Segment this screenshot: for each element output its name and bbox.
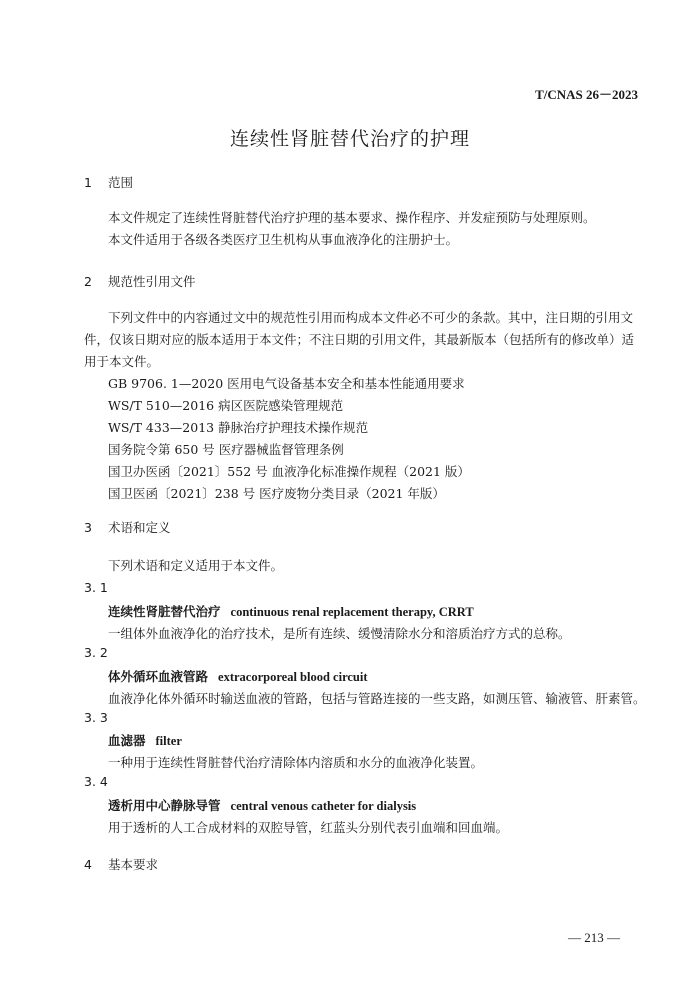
page-number: — 213 — — [568, 930, 620, 945]
term-definition: 血液净化体外循环时输送血液的管路，包括与管路连接的一些支路，如测压管、输液管、肝素管。 — [108, 691, 646, 706]
term-name — [108, 667, 368, 685]
reference-item: 国务院令第 650 号 医疗器械监督管理条例 — [108, 442, 344, 457]
scope-paragraph-1: 本文件规定了连续性肾脏替代治疗护理的基本要求、操作程序、并发症预防与处理原则。 — [108, 210, 596, 225]
term-name-en: continuous renal replacement therapy, CRRT — [230, 605, 474, 619]
section-2-heading — [84, 272, 196, 290]
section-3-heading — [84, 518, 171, 536]
term-name-zh: 透析用中心静脉导管 — [108, 798, 221, 813]
section-4-heading — [84, 855, 158, 873]
terms-intro: 下列术语和定义适用于本文件。 — [108, 558, 284, 573]
section-number: 3 — [84, 520, 92, 535]
term-definition: 用于透析的人工合成材料的双腔导管，红蓝头分别代表引血端和回血端。 — [108, 820, 509, 835]
reference-item: WS/T 510—2016 病区医院感染管理规范 — [108, 398, 344, 413]
term-number: 3. 2 — [84, 645, 108, 660]
reference-item: 国卫办医函〔2021〕552 号 血液净化标准操作规程（2021 版） — [108, 464, 470, 479]
reference-item: GB 9706. 1—2020 医用电气设备基本安全和基本性能通用要求 — [108, 376, 465, 391]
term-name-en: filter — [155, 734, 182, 748]
page-title: 连续性肾脏替代治疗的护理 — [229, 128, 470, 150]
term-name-zh: 连续性肾脏替代治疗 — [108, 604, 221, 619]
term-name-zh: 血滤器 — [108, 733, 146, 748]
term-name — [108, 602, 474, 620]
standard-code: T/CNAS 26－2023 — [535, 87, 638, 102]
section-number: 4 — [84, 857, 92, 872]
reference-item: 国卫医函〔2021〕238 号 医疗废物分类目录（2021 年版） — [108, 486, 445, 501]
section-number: 2 — [84, 274, 92, 289]
reference-item: WS/T 433—2013 静脉治疗护理技术操作规范 — [108, 420, 369, 435]
term-number: 3. 3 — [84, 710, 108, 725]
term-name-en: extracorporeal blood circuit — [218, 670, 368, 684]
section-title: 术语和定义 — [107, 520, 171, 535]
term-name — [108, 731, 182, 749]
term-number: 3. 1 — [84, 580, 108, 595]
normative-intro: 下列文件中的内容通过文中的规范性引用而构成本文件必不可少的条款。其中，注日期的引用文件，仅该日期对应的版本适用于本文件；不注日期的引用文件，其最新版本（包括所有的修改单）适用于本文件。 — [84, 310, 635, 369]
section-title: 基本要求 — [107, 857, 158, 872]
section-1-heading — [84, 173, 133, 191]
section-title: 范围 — [107, 175, 133, 190]
term-name — [108, 796, 416, 814]
section-number: 1 — [84, 175, 92, 190]
scope-paragraph-2: 本文件适用于各级各类医疗卫生机构从事血液净化的注册护士。 — [108, 232, 459, 247]
term-number: 3. 4 — [84, 774, 108, 789]
term-name-zh: 体外循环血液管路 — [108, 669, 209, 684]
term-name-en: central venous catheter for dialysis — [230, 799, 417, 813]
section-title: 规范性引用文件 — [107, 274, 196, 289]
term-definition: 一组体外血液净化的治疗技术，是所有连续、缓慢清除水分和溶质治疗方式的总称。 — [108, 626, 571, 641]
term-definition: 一种用于连续性肾脏替代治疗清除体内溶质和水分的血液净化装置。 — [108, 755, 484, 770]
